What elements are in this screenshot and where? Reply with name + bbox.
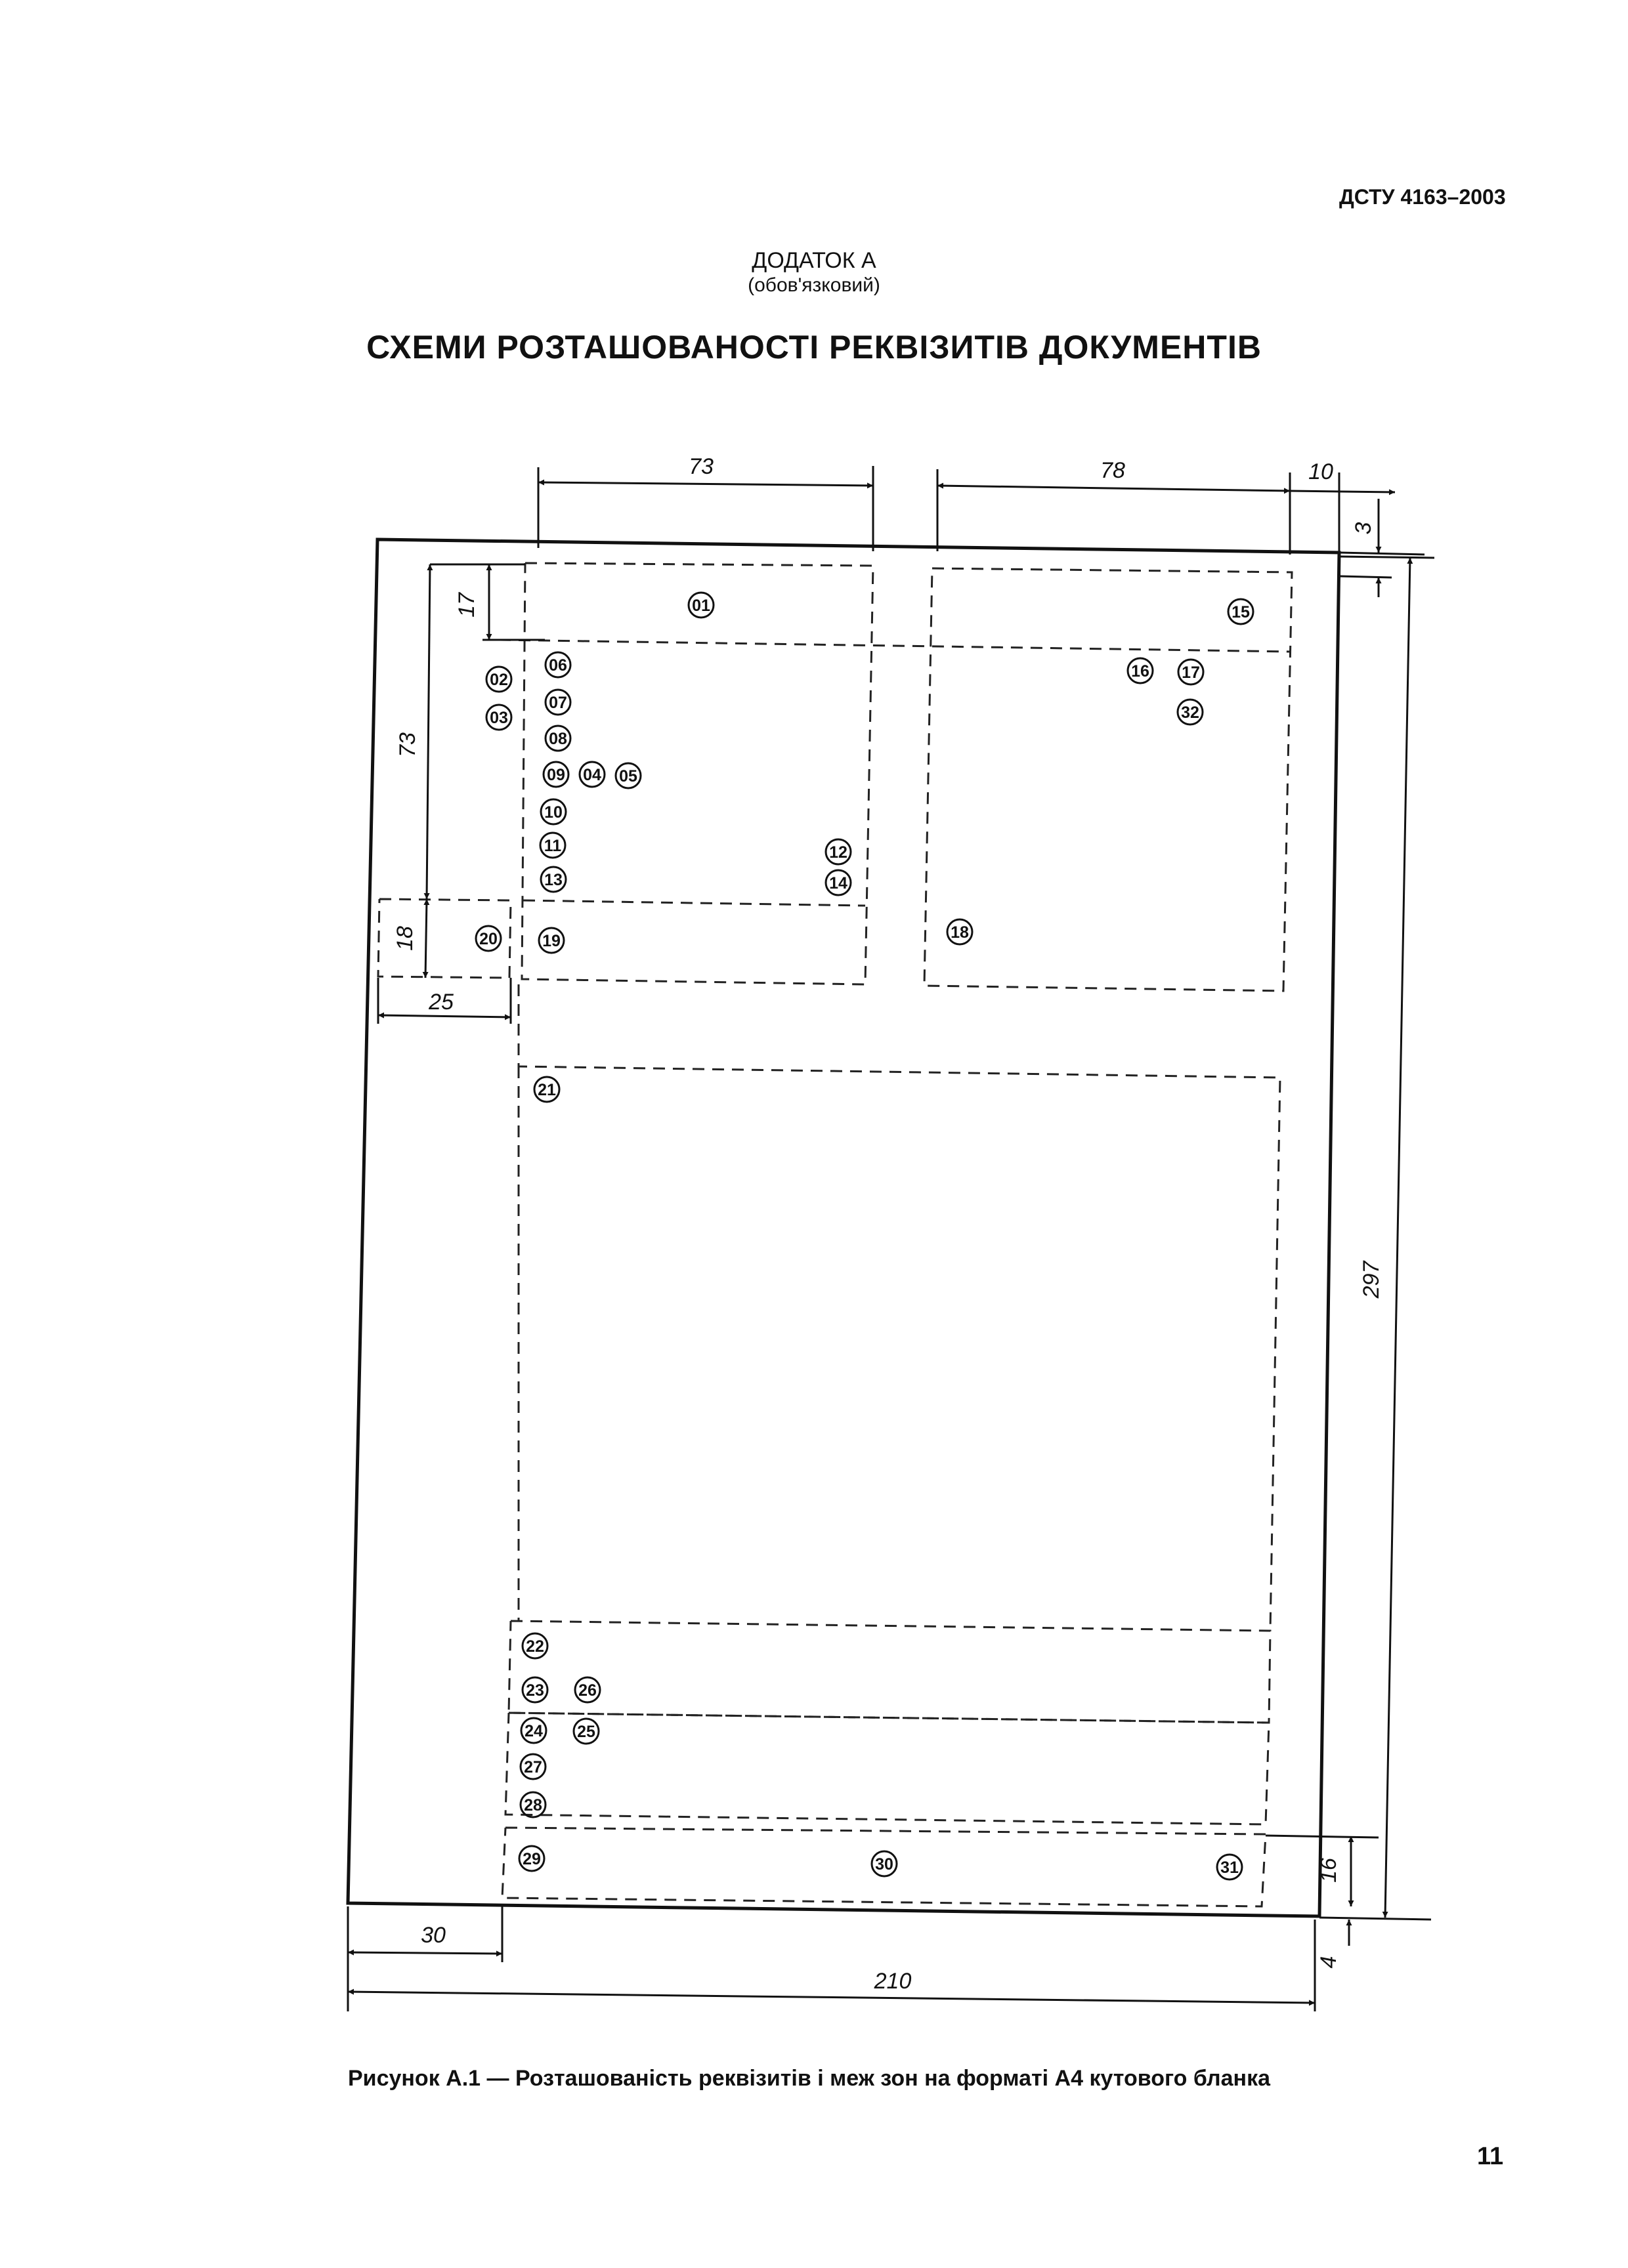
marker-label: 13 [544, 871, 563, 889]
requisite-marker-02 [486, 667, 511, 692]
marker-label: 26 [578, 1681, 597, 1700]
dim-line-78 [937, 486, 1290, 491]
marker-label: 23 [526, 1681, 544, 1700]
dim-73-top: 73 [689, 454, 714, 479]
marker-label: 21 [538, 1081, 556, 1099]
zone-signature-22 [509, 1621, 1270, 1723]
zone-notes-24 [505, 1713, 1269, 1824]
marker-label: 18 [951, 923, 969, 942]
requisite-marker-16 [1128, 658, 1153, 683]
marker-label: 20 [479, 930, 498, 948]
dim-16: 16 [1316, 1858, 1341, 1883]
requisite-marker-25 [574, 1719, 599, 1744]
marker-label: 11 [544, 837, 562, 855]
marker-label: 14 [829, 874, 847, 892]
page-outline [348, 539, 1339, 1916]
marker-label: 05 [619, 767, 637, 786]
marker-label: 30 [875, 1855, 893, 1874]
requisite-marker-10 [541, 799, 566, 824]
marker-label: 07 [549, 694, 567, 712]
dim-line-73-left [427, 564, 430, 899]
dim-30: 30 [421, 1923, 446, 1948]
dim-18: 18 [393, 926, 418, 951]
requisite-marker-03 [486, 705, 511, 730]
requisite-marker-05 [616, 763, 641, 788]
requisite-marker-11 [540, 833, 565, 858]
dim-line-297 [1385, 558, 1410, 1918]
figure-caption: Рисунок А.1 — Розташованість реквізитів і меж зон на форматі А4 кутового бланка [348, 2066, 1271, 2091]
dim-line-25 [378, 1015, 511, 1017]
requisite-marker-27 [521, 1754, 546, 1779]
requisite-marker-08 [546, 726, 570, 751]
dim-line-30 [348, 1952, 502, 1954]
marker-label: 27 [524, 1758, 542, 1776]
requisite-marker-29 [519, 1846, 544, 1871]
requisite-marker-07 [546, 690, 570, 715]
zone-line-block-01 [499, 640, 1290, 652]
marker-label: 06 [549, 656, 567, 675]
dim-210: 210 [874, 1969, 912, 1994]
dim-4: 4 [1316, 1956, 1341, 1969]
requisite-marker-23 [523, 1677, 547, 1702]
requisite-marker-21 [534, 1077, 559, 1102]
marker-label: 12 [829, 843, 847, 862]
marker-label: 15 [1232, 603, 1250, 621]
requisite-marker-04 [580, 762, 605, 787]
annex-note: (обов'язковий) [748, 274, 880, 296]
page-number: 11 [1477, 2143, 1504, 2170]
requisite-marker-01 [689, 593, 714, 618]
marker-label: 02 [490, 671, 508, 689]
marker-label: 03 [490, 709, 508, 727]
zone-line-19 [523, 900, 865, 906]
dim-line-18 [425, 899, 427, 978]
dim-297: 297 [1359, 1261, 1384, 1299]
dim-line-73-top [538, 482, 873, 486]
marker-label: 28 [524, 1796, 542, 1815]
marker-label: 22 [526, 1637, 544, 1656]
requisite-marker-19 [539, 928, 564, 953]
marker-label: 32 [1181, 704, 1199, 722]
requisite-marker-12 [826, 839, 851, 864]
requisite-marker-32 [1178, 700, 1203, 724]
marker-label: 17 [1182, 663, 1200, 682]
standard-code: ДСТУ 4163–2003 [1339, 185, 1506, 209]
dim-10: 10 [1308, 459, 1333, 484]
dim-25: 25 [429, 990, 454, 1015]
requisite-marker-24 [521, 1718, 546, 1743]
annex-title: ДОДАТОК А [752, 248, 876, 273]
main-title: СХЕМИ РОЗТАШОВАНОСТІ РЕКВІЗИТІВ ДОКУМЕНТІВ [366, 329, 1262, 366]
requisite-marker-06 [546, 652, 570, 677]
requisite-marker-22 [523, 1633, 547, 1658]
requisite-marker-31 [1217, 1855, 1242, 1880]
requisite-markers [476, 593, 1253, 1880]
requisite-marker-13 [541, 867, 566, 892]
requisite-marker-30 [872, 1851, 897, 1876]
requisite-marker-17 [1178, 660, 1203, 684]
dim-17: 17 [454, 593, 479, 618]
marker-label: 29 [523, 1850, 541, 1868]
zone-top-right [924, 568, 1292, 991]
dim-78: 78 [1100, 458, 1125, 483]
zone-main-text [519, 984, 1280, 1631]
marker-label: 19 [542, 932, 561, 950]
marker-label: 31 [1220, 1858, 1239, 1877]
marker-label: 25 [577, 1723, 595, 1741]
requisite-marker-20 [476, 926, 501, 951]
requisite-marker-15 [1228, 599, 1253, 624]
requisite-marker-28 [521, 1792, 546, 1817]
requisite-marker-14 [826, 870, 851, 895]
zone-top-left [522, 563, 873, 984]
marker-label: 09 [547, 766, 565, 784]
marker-label: 24 [525, 1722, 543, 1740]
dim-73-left: 73 [395, 732, 420, 757]
marker-label: 10 [544, 803, 563, 822]
requisite-marker-18 [947, 919, 972, 944]
dim-line-10 [1290, 491, 1395, 492]
requisite-marker-09 [544, 762, 568, 787]
requisite-marker-26 [575, 1677, 600, 1702]
marker-label: 08 [549, 730, 567, 748]
dim-line-210 [348, 1992, 1315, 2003]
marker-label: 01 [692, 597, 710, 615]
dim-3: 3 [1351, 522, 1376, 535]
marker-label: 04 [583, 766, 601, 784]
marker-label: 16 [1131, 662, 1149, 681]
